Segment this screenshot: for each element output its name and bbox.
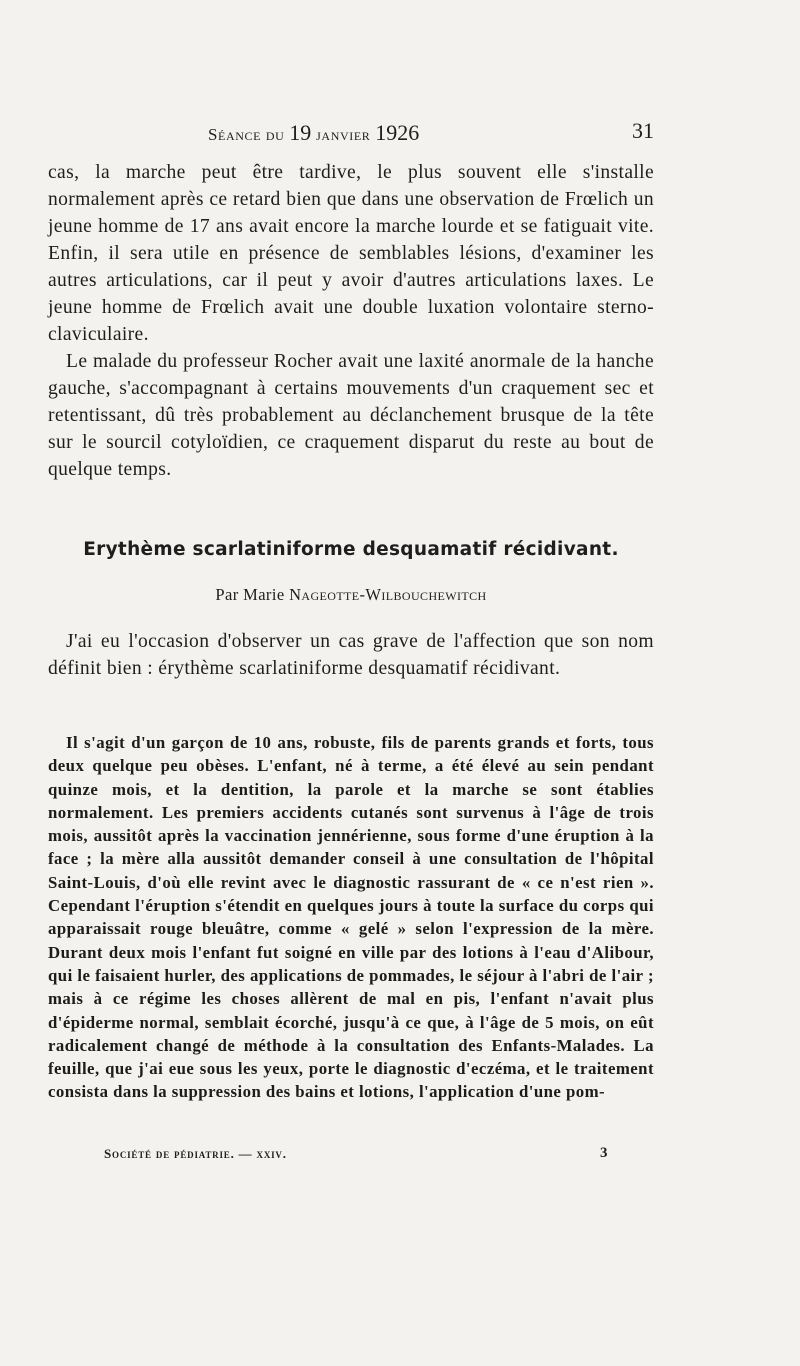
journal-footer-label: Société de pédiatrie. — xxiv. xyxy=(104,1146,287,1161)
running-title-month: janvier xyxy=(316,125,371,144)
body-paragraph-continuation: cas, la marche peut être tardive, le plus souvent elle s'installe normalement après ce retard bien que dans une observation de Frœlich un jeune homme de 17 ans avait encore la marche lourde et se fatiguait vite. Enfin, il sera utile en présence de semblables lésions, d'examiner les autres articulations, car il peut y avoir d'autres articulations laxes. Le jeune homme de Frœlich avait une double luxation volontaire sterno-claviculaire. xyxy=(48,162,654,345)
signature-mark: 3 xyxy=(600,1145,609,1161)
author-name: Nageotte-Wilbouchewitch xyxy=(289,585,487,604)
page-footer xyxy=(48,1146,654,1170)
running-title-prefix: Séance du xyxy=(208,125,285,144)
running-title xyxy=(208,120,419,146)
running-title-day: 19 xyxy=(289,120,312,145)
page-number: 31 xyxy=(632,118,654,143)
running-title-year: 1926 xyxy=(375,120,420,145)
case-report-paragraph: Il s'agit d'un garçon de 10 ans, robuste, fils de parents grands et forts, tous deux quelque peu obèses. L'enfant, né à terme, a été élevé au sein pendant quinze mois, et la dentition, la parole et la marche se sont établies normalement. Les premiers accidents cutanés sont survenus à l'âge de trois mois, aussitôt après la vaccination jennérienne, sous forme d'une éruption à la face ; la mère alla aussitôt demander conseil à une consultation de l'hôpital Saint-Louis, d'où elle revint avec le diagnostic rassurant de « ce n'est rien ». Cependant l'éruption s'étendit en quelques jours à toute la surface du corps qui apparaissait rouge bleuâtre, comme « gelé » selon l'expression de la mère. Durant deux mois l'enfant fut soigné en ville par des lotions à l'eau d'Alibour, qui le faisaient hurler, des applications de pommades, le séjour à l'abri de l'air ; mais à ce régime les choses allèrent de mal en pis, l'enfant n'avait plus d'épiderme normal, semblait écorché, jusqu'à ce que, à l'âge de 5 mois, on eût radicalement changé de méthode à la consultation des Enfants-Malades. La feuille, que j'ai eue sous les yeux, porte le diagnostic d'eczéma, et le traitement consista dans la suppression des bains et lotions, l'application d'une pom- xyxy=(48,733,654,1102)
article-byline xyxy=(48,585,654,605)
byline-prefix: Par Marie xyxy=(215,585,285,604)
running-header xyxy=(48,118,654,150)
article-title: Erythème scarlatiniforme desquamatif récidivant. xyxy=(83,539,619,560)
article-intro-paragraph: J'ai eu l'occasion d'observer un cas grave de l'affection que son nom définit bien : érythème scarlatiniforme desquamatif récidivant. xyxy=(48,631,654,679)
body-paragraph-rocher-case: Le malade du professeur Rocher avait une laxité anormale de la hanche gauche, s'accompagnant à certains mouvements d'un craquement sec et retentissant, dû très probablement au déclanchement brusque de la tête sur le sourcil cotyloïdien, ce craquement disparut du reste au bout de quelque temps. xyxy=(48,351,654,480)
